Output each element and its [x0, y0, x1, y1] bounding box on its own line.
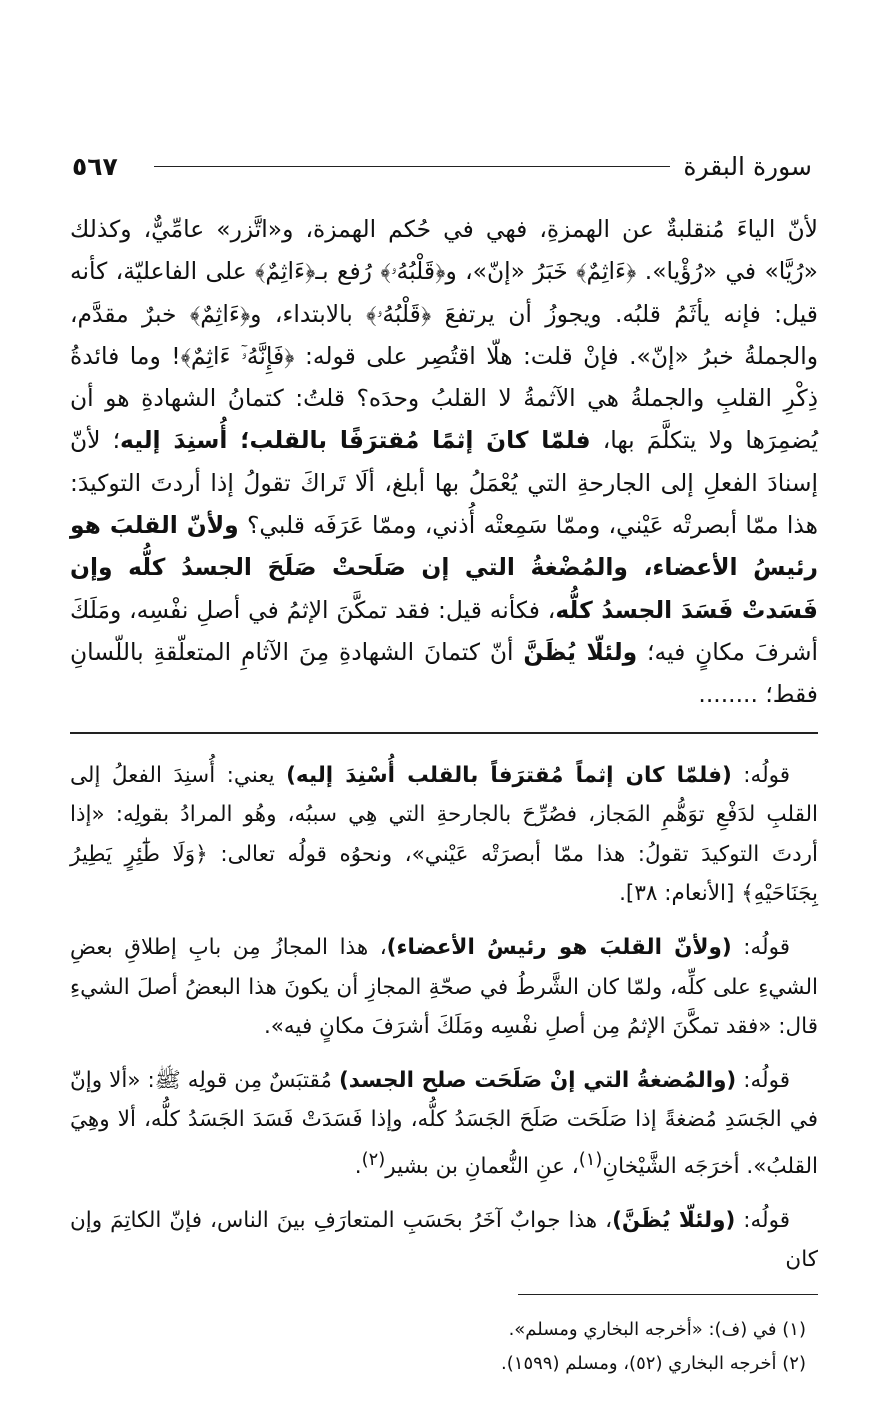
header-rule [154, 166, 670, 167]
commentary-quote-bold: (فلمّا كان إثماً مُقترَفاً بالقلب أُسْنِدَ إليه) [286, 762, 732, 788]
commentary-lead: قولُه: [731, 934, 790, 960]
book-page [70, 140, 818, 1381]
main-text-segment: ، فكأنه قيل: فقد تمكَّنَ الإثمُ في أصلِ نفْسِه، ومَلَكَ أشرفَ مكانٍ فيه؛ [70, 595, 818, 666]
quoted-phrase-bold: فلمّا كانَ إثمًا مُقترَفًا بالقلب؛ أُسنِدَ إليه [120, 426, 591, 455]
commentary-lead: قولُه: [731, 762, 791, 788]
quoted-phrase-bold: ولأنّ القلبَ هو رئيسُ الأعضاء، والمُضْغةُ التي إن صَلَحتْ صَلَحَ الجسدُ كلُّه وإن فَسَدتْ فَسَدَ الجسدُ كلُّه [70, 511, 818, 624]
footnote-ref-1[interactable]: (١) [578, 1148, 603, 1170]
commentary-text: يعني: أُسنِدَ الفعلُ إلى القلبِ لدَفْعِ توَهُّمِ المَجاز، فصُرِّحَ بالجارحةِ التي هِي سببُه، وهُو المرادُ بقولِه: «إذا أردتَ التوكيدَ تقولُ: هذا ممّا أبصرَتْه عَيْني»، ونحوُه قولُه تعالى: ﴿وَلَا طَٰٓئِرٍ يَطِيرُ بِجَنَاحَيْهِ﴾ [الأنعام: ٣٨]. [70, 762, 818, 907]
surah-title: سورة البقرة [683, 152, 812, 181]
running-header [70, 140, 818, 190]
footnote-ref-2[interactable]: (٢) [361, 1148, 386, 1170]
page-number: ٥٦٧ [72, 152, 118, 181]
footnotes [70, 1313, 818, 1381]
commentary-lead: قولُه: [736, 1067, 790, 1093]
footnote-2: (٢) أخرجه البخاري (٥٢)، ومسلم (١٥٩٩). [501, 1352, 806, 1374]
commentary [70, 756, 818, 1280]
commentary-paragraph [70, 1061, 818, 1187]
text-commentary-divider [70, 732, 818, 734]
commentary-text: مُقتبَسٌ مِن قولِه ﷺ: «ألا وإنّ في الجَسَدِ مُضغةً إذا صَلَحَت صَلَحَ الجَسَدُ كلُّه، وإذا فَسَدَتْ فَسَدَ الجَسَدُ كلُّه، ألا وهِيَ القلبُ». أخرَجَه الشَّيْخانِ [70, 1067, 818, 1180]
commentary-lead: قولُه: [735, 1207, 790, 1233]
commentary-text: ، هذا جوابٌ آخَرُ بحَسَبِ المتعارَفِ بينَ الناس، فإنّ الكاتِمَ وإن كان [70, 1207, 818, 1273]
footnote-rule [518, 1294, 818, 1295]
commentary-paragraph [70, 756, 818, 914]
commentary-quote-bold: (ولئلّا يُظَنَّ) [612, 1207, 736, 1233]
commentary-text: ، عنِ النُّعمانِ بن بشير [385, 1154, 579, 1180]
commentary-paragraph [70, 1201, 818, 1280]
commentary-quote-bold: (والمُضغةُ التي إنْ صَلَحَت صلح الجسد) [338, 1067, 737, 1093]
main-text-segment: أنّ كتمانَ الشهادةِ مِنَ الآثامِ المتعلّقةِ باللّسانِ فقط؛ ........ [70, 637, 818, 709]
commentary-paragraph [70, 928, 818, 1047]
commentary-text: ، هذا المجازُ مِن بابِ إطلاقِ بعضِ الشيءِ على كلِّه، ولمّا كان الشَّرطُ في صحّةِ المجازِ أن يكونَ هذا البعضُ أصلَ الشيءِ قال: «فقد تمكَّنَ الإثمُ مِن أصلِ نفْسِه ومَلَكَ أشرَفَ مكانٍ فيه». [70, 934, 818, 1040]
main-text-segment: لأنّ الياءَ مُنقلبةٌ عن الهمزةِ، فهي في حُكم الهمزة، و«اتَّزر» عامِّيٌّ، وكذلك «رُيَّا» في «رُؤْيا». ﴿ءَاثِمٌ﴾ خَبَرُ «إنّ»، و﴿قَلْبُهُۥ﴾ رُفع بـ﴿ءَاثِمٌ﴾ على الفاعليّة، كأنه قيل: فإنه يأثَمُ قلبُه. ويجوزُ أن يرتفعَ ﴿قَلْبُهُۥ﴾ بالابتداء، و﴿ءَاثِمٌ﴾ خبرٌ مقدَّم، والجملةُ خبرُ «إنّ». فإنْ قلت: هلّا اقتُصِر على قوله: ﴿فَإِنَّهُۥٓ ءَاثِمٌ﴾! وما فائدةُ ذِكْرِ القلبِ والجملةُ هي الآثمةُ لا القلبُ وحدَه؟ قلتُ: كتمانُ الشهادةِ هو أن يُضمِرَها ولا يتكلَّمَ بها، [70, 215, 819, 455]
quoted-phrase-bold: ولئلّا يُظَنَّ [523, 637, 638, 666]
footnote-1: (١) في (ف): «أخرجه البخاري ومسلم». [508, 1318, 806, 1340]
main-text-segment: ؛ لأنّ إسنادَ الفعلِ إلى الجارحةِ التي يُعْمَلُ بها أبلغ، ألَا تَراكَ تقولُ إذا أردتَ التوكيدَ: هذا ممّا أبصرتْه عَيْني، وممّا سَمِعتْه أُذني، وممّا عَرَفَه قلبي؟ [70, 426, 818, 540]
main-text [70, 208, 818, 716]
commentary-quote-bold: (ولأنّ القلبَ هو رئيسُ الأعضاء) [386, 934, 732, 960]
commentary-text: . [354, 1154, 362, 1180]
main-paragraph [70, 208, 818, 716]
